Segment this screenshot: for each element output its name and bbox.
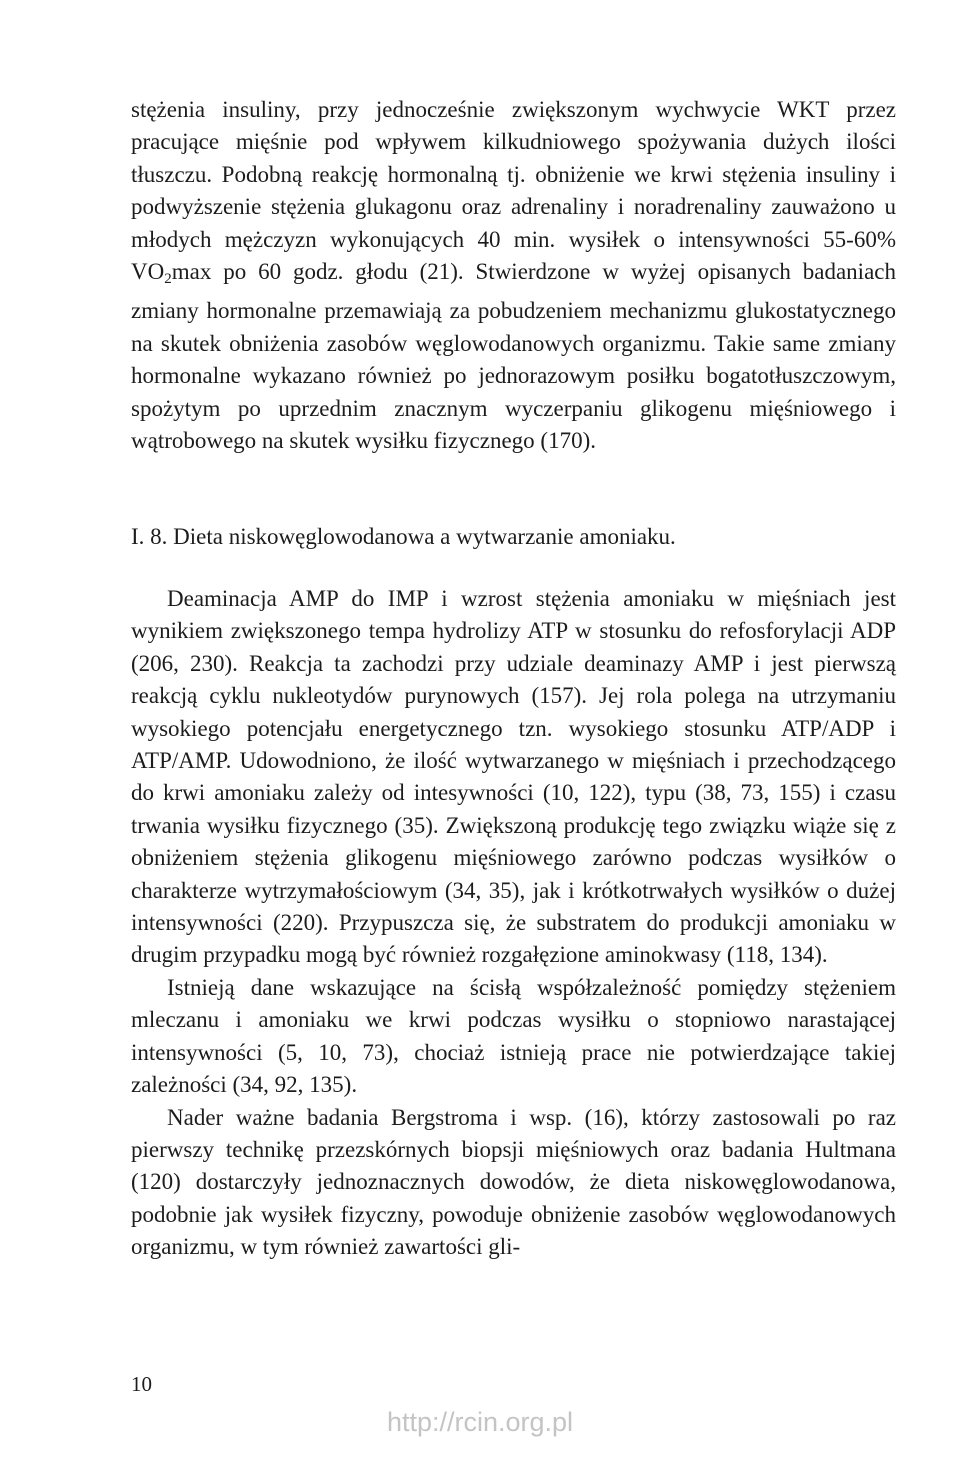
- text-block-top: [131, 94, 896, 457]
- page-number: 10: [131, 1372, 152, 1396]
- paragraph-4: Nader ważne badania Bergstroma i wsp. (16), którzy zastosowali po raz pierwszy technikę przezskórnych biopsji mięśniowych oraz badania Hultmana (120) dostarczyły jednoznacznych dowodów, że dieta niskowęglowodanowa, podobnie jak wysiłek fizyczny, powoduje obniżenie zasobów węglowodanowych organizmu, w tym również zawartości gli-: [131, 1104, 896, 1260]
- subscript-2: 2: [164, 271, 172, 288]
- paragraph-3: Istnieją dane wskazujące na ścisłą współzależność pomiędzy stężeniem mleczanu i amoniaku we krwi podczas wysiłku o stopniowo narastającej intensywności (5, 10, 73), chociaż istnieją prace nie potwierdzające takiej zależności (34, 92, 135).: [131, 974, 896, 1098]
- text-block-bottom: [131, 583, 896, 1264]
- section-heading: I. 8. Dieta niskowęglowodanowa a wytwarzanie amoniaku.: [131, 524, 676, 549]
- paragraph-1: [131, 94, 896, 457]
- paragraph-1-part-b: max po 60 godz. głodu (21). Stwierdzone w wyżej opisanych badaniach zmiany hormonalne przemawiają za pobudzeniem mechanizmu glukostatycznego na skutek obniżenia zasobów węglowodanowych organizmu. Takie same zmiany hormonalne wykazano również po jednorazowym posiłku bogatotłuszczowym, spożytym po uprzednim znacznym wyczerpaniu glikogenu mięśniowego i wątrobowego na skutek wysiłku fizycznego (170).: [131, 259, 896, 454]
- watermark-url: http://rcin.org.pl: [386, 1407, 574, 1437]
- paragraph-2: Deaminacja AMP do IMP i wzrost stężenia amoniaku w mięśniach jest wynikiem zwiększonego tempa hydrolizy ATP w stosunku do refosforylacji ADP (206, 230). Reakcja ta zachodzi przy udziale deaminazy AMP i jest pierwszą reakcją cyklu nukleotydów purynowych (157). Jej rola polega na utrzymaniu wysokiego potencjału energetycznego tzn. wysokiego stosunku ATP/ADP i ATP/AMP. Udowodniono, że ilość wytwarzanego w mięśniach i przechodzącego do krwi amoniaku zależy od intesywności (10, 122), typu (38, 73, 155) i czasu trwania wysiłku fizycznego (35). Zwiększoną produkcję tego związku wiąże się z obniżeniem stężenia glikogenu mięśniowego zarówno podczas wysiłków o charakterze wytrzymałościowym (34, 35), jak i krótkotrwałych wysiłków o dużej intensywności (220). Przypuszcza się, że substratem do produkcji amoniaku w drugim przypadku mogą być również rozgałęzione aminokwasy (118, 134).: [131, 586, 896, 968]
- paragraph-1-part-a: stężenia insuliny, przy jednocześnie zwiększonym wychwycie WKT przez pracujące mięśnie pod wpływem kilkudniowego spożywania dużych ilości tłuszczu. Podobną reakcję hormonalną tj. obniżenie we krwi stężenia insuliny i podwyższenie stężenia glukagonu oraz adrenaliny i noradrenaliny zauważono u młodych mężczyzn wykonujących 40 min. wysiłek o intensywności 55-60% VO: [131, 97, 896, 285]
